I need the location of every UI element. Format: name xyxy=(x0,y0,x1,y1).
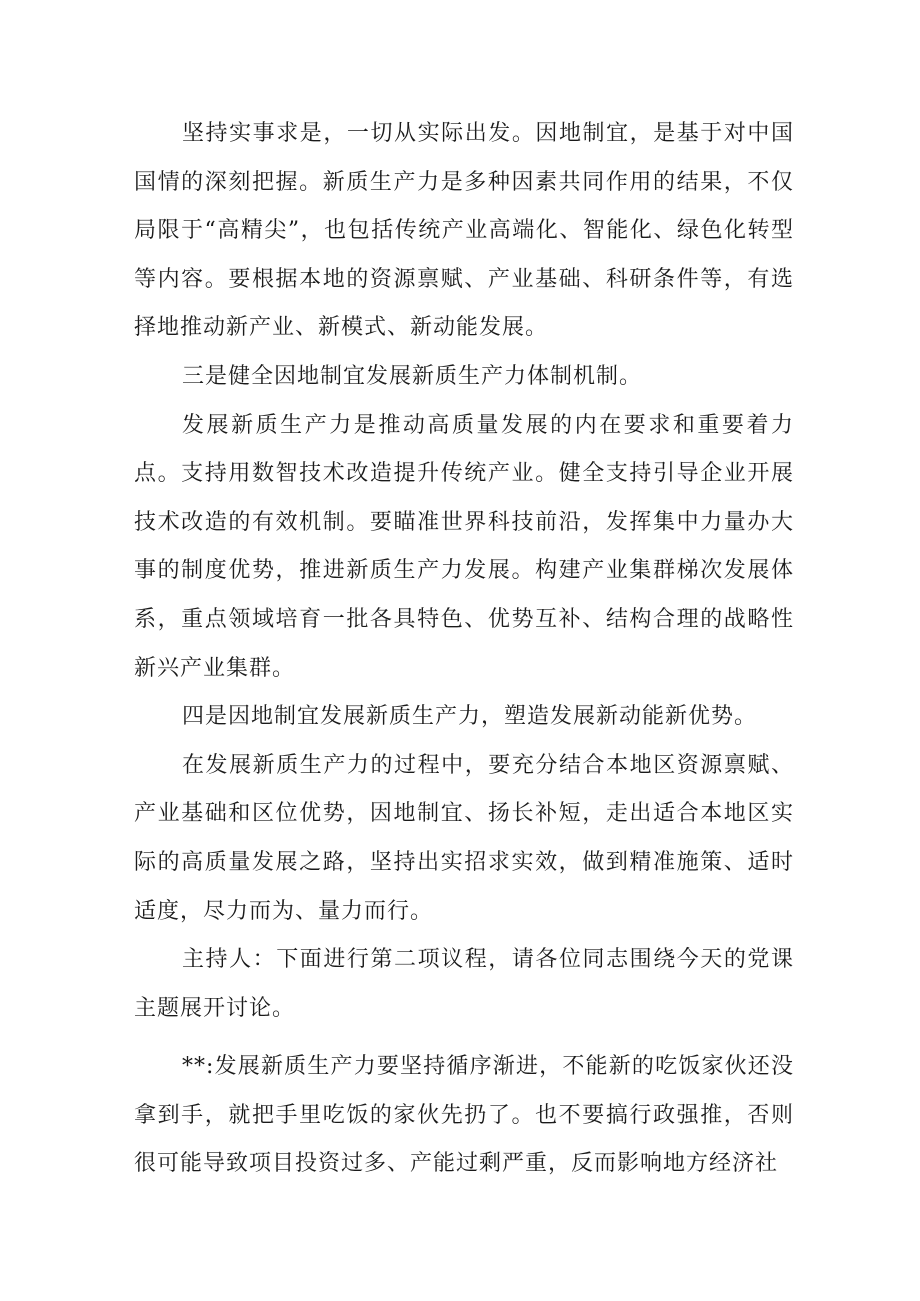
paragraph-1: 坚持实事求是，一切从实际出发。因地制宜，是基于对中国国情的深刻把握。新质生产力是多种因素共同作用的结果，不仅局限于“高精尖”，也包括传统产业高端化、智能化、绿色化转型等内容。要根据本地的资源禀赋、产业基础、科研条件等，有选择地推动新产业、新模式、新动能发展。 xyxy=(134,121,794,341)
paragraph-3: 在发展新质生产力的过程中，要充分结合本地区资源禀赋、产业基础和区位优势，因地制宜、扬长补短，走出适合本地区实际的高质量发展之路，坚持出实招求实效，做到精准施策、适时适度，尽力而为、量力而行。 xyxy=(134,752,794,924)
paragraph-2: 发展新质生产力是推动高质量发展的内在要求和重要着力点。支持用数智技术改造提升传统产业。健全支持引导企业开展技术改造的有效机制。要瞄准世界科技前沿，发挥集中力量办大事的制度优势，推进新质生产力发展。构建产业集群梯次发展体系，重点领域培育一批各具特色、优势互补、结构合理的战略性新兴产业集群。 xyxy=(134,412,794,681)
section-heading-3: 三是健全因地制宜发展新质生产力体制机制。 xyxy=(182,363,643,389)
speaker-remark: **:发展新质生产力要坚持循序渐进，不能新的吃饭家伙还没拿到手，就把手里吃饭的家伙先扔了。也不要搞行政强推，否则很可能导致项目投资过多、产能过剩严重，反而影响地方经济社 xyxy=(134,1054,794,1177)
section-heading-4: 四是因地制宜发展新质生产力，塑造发展新动能新优势。 xyxy=(182,704,758,730)
host-remark: 主持人：下面进行第二项议程，请各位同志围绕今天的党课主题展开讨论。 xyxy=(134,947,794,1021)
document-body xyxy=(134,110,794,1189)
